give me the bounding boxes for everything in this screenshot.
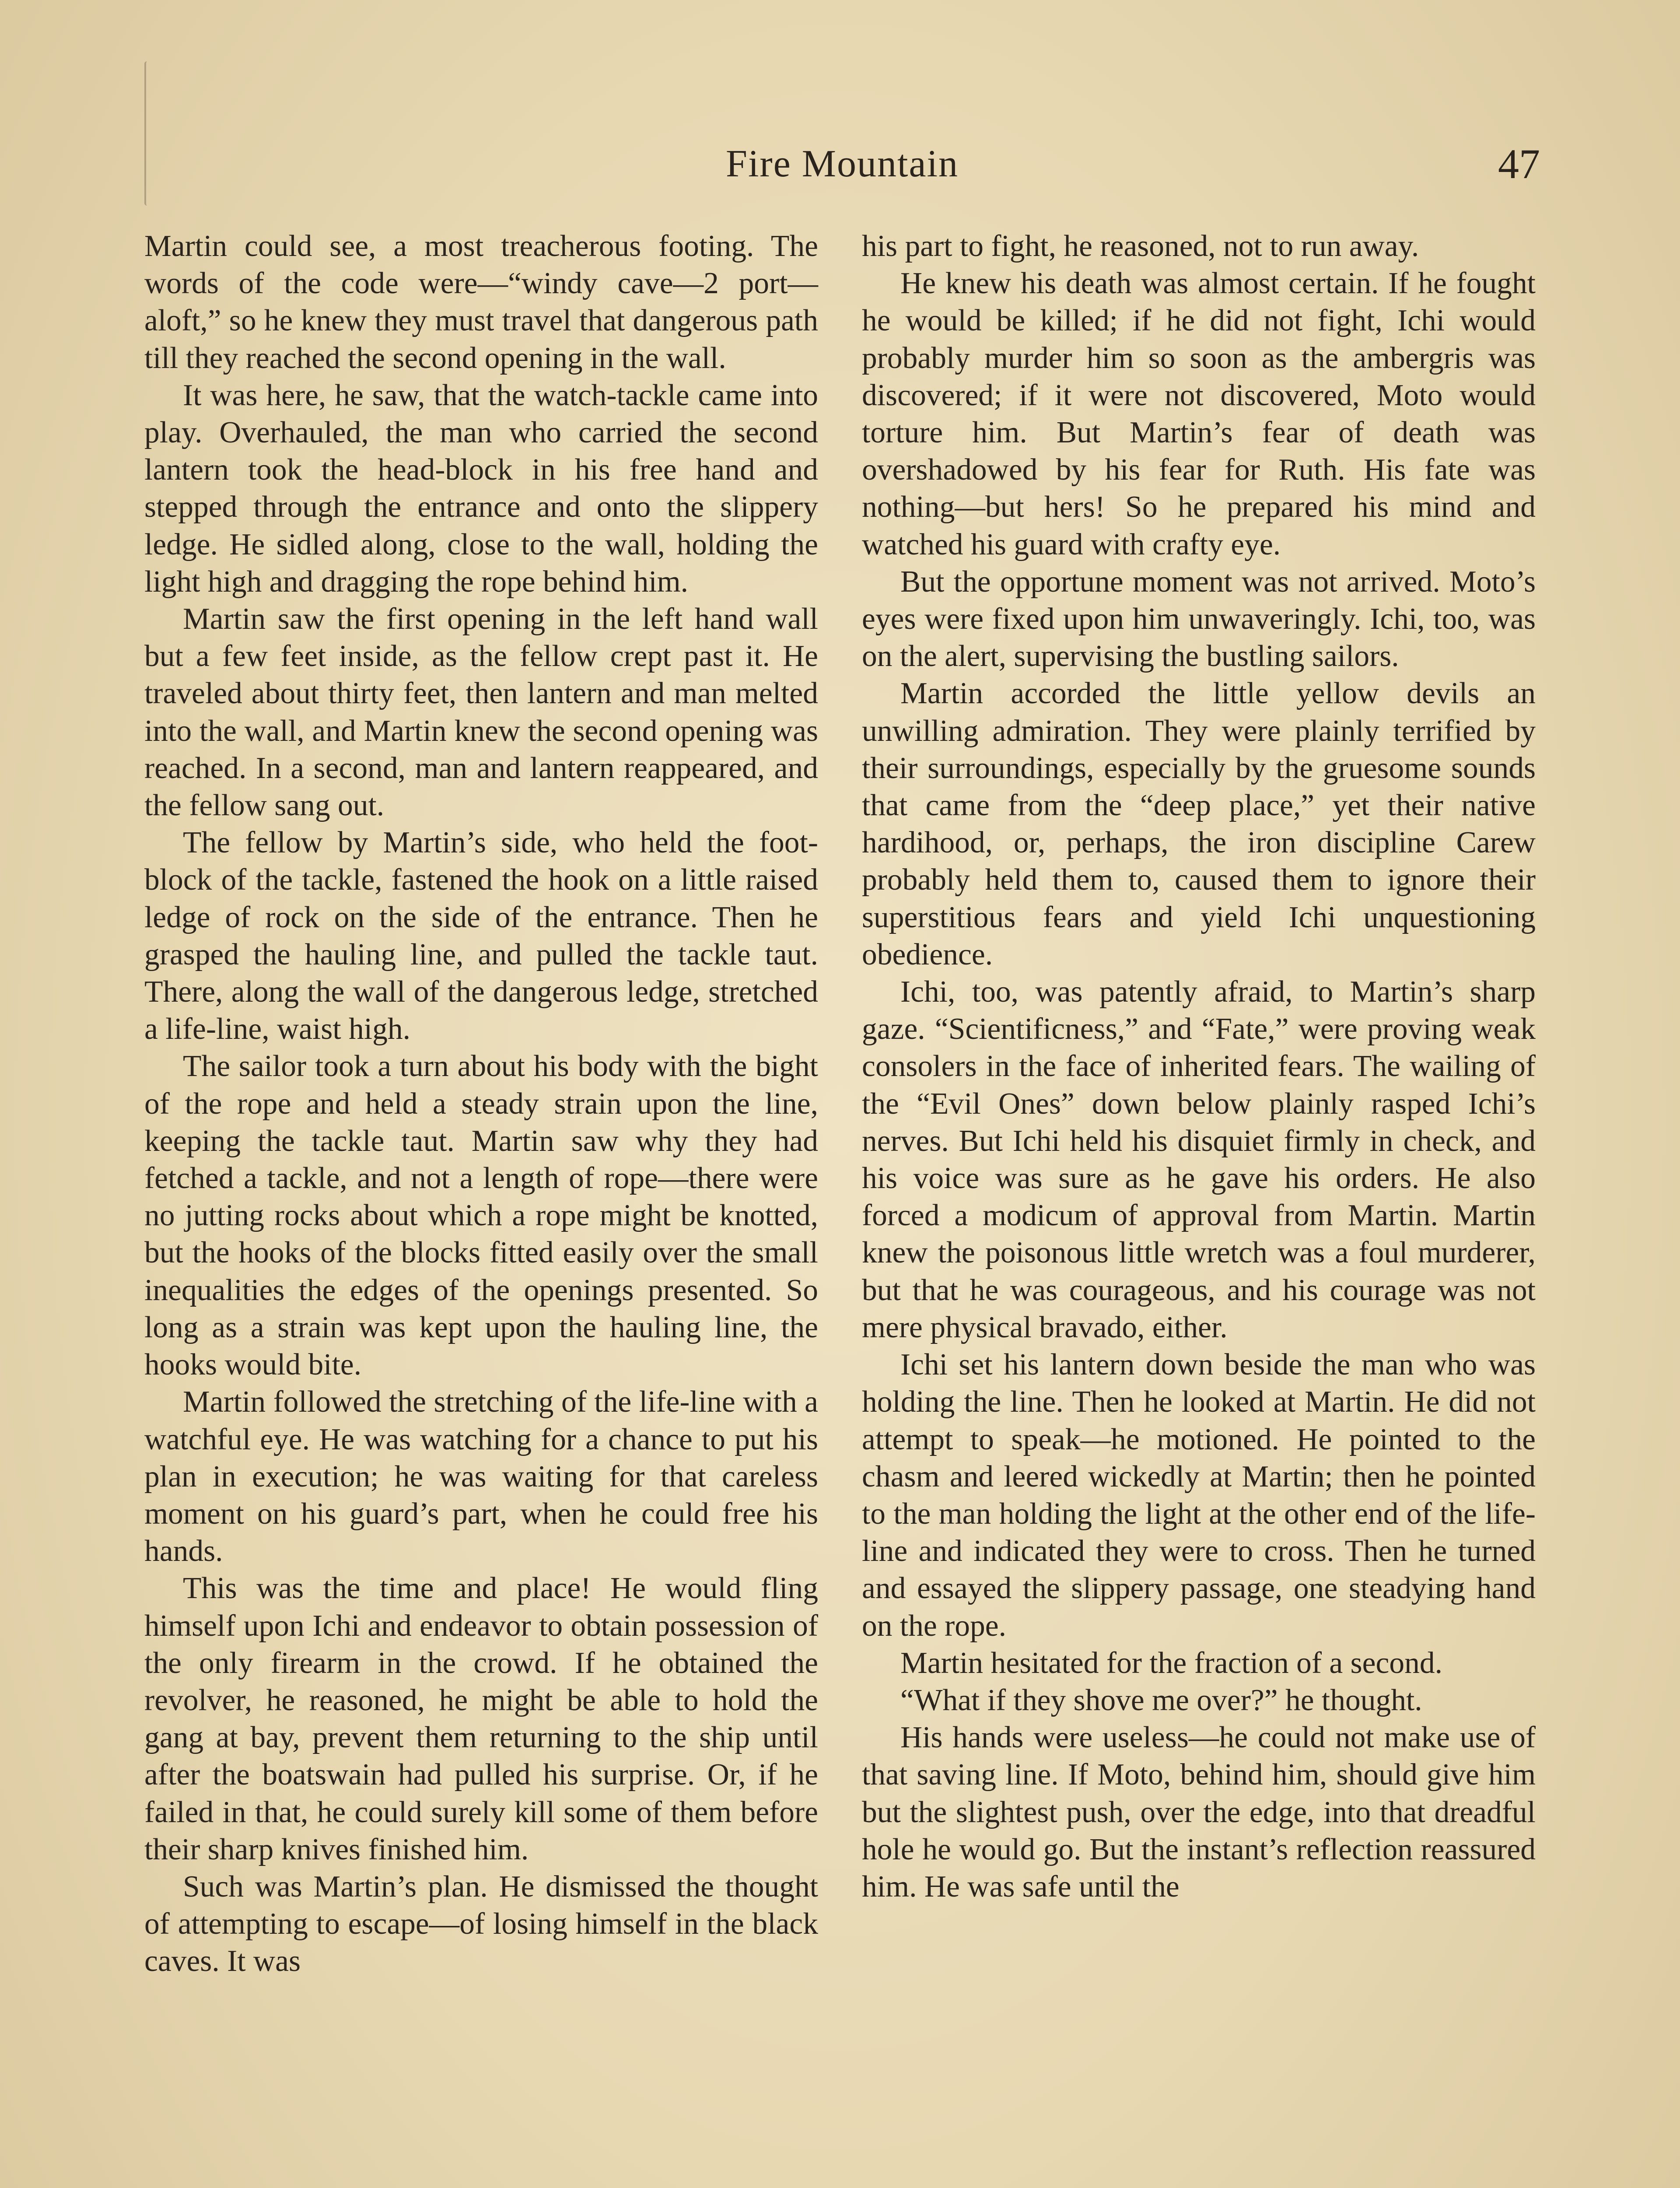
paragraph: This was the time and place! He would fling himself upon Ichi and endeavor to obtain possession of the only firearm in the crowd. If he obtained the revolver, he reasoned, he might be able to hold the gang at bay, prevent them returning to the ship until after the boatswain had pulled his surprise. Or, if he failed in that, he could surely kill some of them before their sharp knives finished him. — [144, 1571, 818, 1866]
paragraph: Martin followed the stretching of the life-line with a watchful eye. He was watching for a chance to put his plan in execution; he was waiting for that careless moment on his guard’s part, when he could free his hands. — [144, 1385, 818, 1568]
paragraph: Martin could see, a most treacherous footing. The words of the code were—“windy cave—2 port—aloft,” so he knew they must travel that dangerous path till they reached the second opening in the wall. — [144, 229, 818, 375]
paragraph: Martin saw the first opening in the left hand wall but a few feet inside, as the fellow crept past it. He traveled about thirty feet, then lantern and man melted into the wall, and Martin knew the second opening was reached. In a second, man and lantern reappeared, and the fellow sang out. — [144, 602, 818, 823]
paragraph: Martin hesitated for the fraction of a second. — [900, 1646, 1442, 1680]
paragraph: “What if they shove me over?” he thought. — [900, 1683, 1422, 1717]
page-header — [144, 131, 1540, 197]
paragraph: But the opportune moment was not arrived. Moto’s eyes were fixed upon him unwaveringly. Ichi, too, was on the alert, supervising the bustling sailors. — [862, 565, 1536, 673]
paragraph: The sailor took a turn about his body with the bight of the rope and held a steady strain upon the line, keeping the tackle taut. Martin saw why they had fetched a tackle, and not a length of rope—there were no jutting rocks about which a rope might be knotted, but the hooks of the blocks fitted easily over the small inequalities the edges of the openings presented. So long as a strain was kept upon the hauling line, the hooks would bite. — [144, 1049, 818, 1382]
paragraph: It was here, he saw, that the watch-tackle came into play. Overhauled, the man who carried the second lantern took the head-block in his free hand and stepped through the entrance and onto the slippery ledge. He sidled along, close to the wall, holding the light high and dragging the rope behind him. — [144, 378, 818, 599]
paragraph: Ichi set his lantern down beside the man who was holding the line. Then he looked at Martin. He did not attempt to speak—he motioned. He pointed to the chasm and leered wickedly at Martin; then he pointed to the man holding the light at the other end of the life-line and indicated they were to cross. Then he turned and essayed the slippery passage, one steadying hand on the rope. — [862, 1348, 1536, 1643]
paragraph: Martin accorded the little yellow devils an unwilling admiration. They were plainly terrified by their surroundings, especially by the gruesome sounds that came from the “deep place,” yet their native hardihood, or, perhaps, the iron discipline Carew probably held them to, caused them to ignore their superstitious fears and yield Ichi unquestioning obedience. — [862, 677, 1536, 971]
paragraph-continuation: his part to fight, he reasoned, not to run away. — [862, 229, 1419, 263]
paragraph: His hands were useless—he could not make use of that saving line. If Moto, behind him, should give him but the slightest push, over the edge, into that dreadful hole he would go. But the instant’s reflection reassured him. He was safe until the — [862, 1721, 1536, 1904]
paragraph: He knew his death was almost certain. If he fought he would be killed; if he did not fight, Ichi would probably murder him so soon as the ambergris was discovered; if it were not discovered, Moto would torture him. But Martin’s fear of death was overshadowed by his fear for Ruth. His fate was nothing—but hers! So he prepared his mind and watched his guard with crafty eye. — [862, 266, 1536, 561]
running-title: Fire Mountain — [726, 143, 959, 185]
left-column — [144, 228, 818, 1980]
right-column — [862, 228, 1536, 1905]
paragraph: Such was Martin’s plan. He dismissed the thought of attempting to escape—of losing himself in the black caves. It was — [144, 1869, 818, 1978]
page-number: 47 — [1498, 140, 1540, 187]
paragraph: Ichi, too, was patently afraid, to Martin’s sharp gaze. “Scientificness,” and “Fate,” were proving weak consolers in the face of inherited fears. The wailing of the “Evil Ones” down below plainly rasped Ichi’s nerves. But Ichi held his disquiet firmly in check, and his voice was sure as he gave his orders. He also forced a modicum of approval from Martin. Martin knew the poisonous little wretch was a foul murderer, but that he was courageous, and his courage was not mere physical bravado, either. — [862, 975, 1536, 1344]
paragraph: The fellow by Martin’s side, who held the foot-block of the tackle, fastened the hook on a little raised ledge of rock on the side of the entrance. Then he grasped the hauling line, and pulled the tackle taut. There, along the wall of the dangerous ledge, stretched a life-line, waist high. — [144, 826, 818, 1046]
